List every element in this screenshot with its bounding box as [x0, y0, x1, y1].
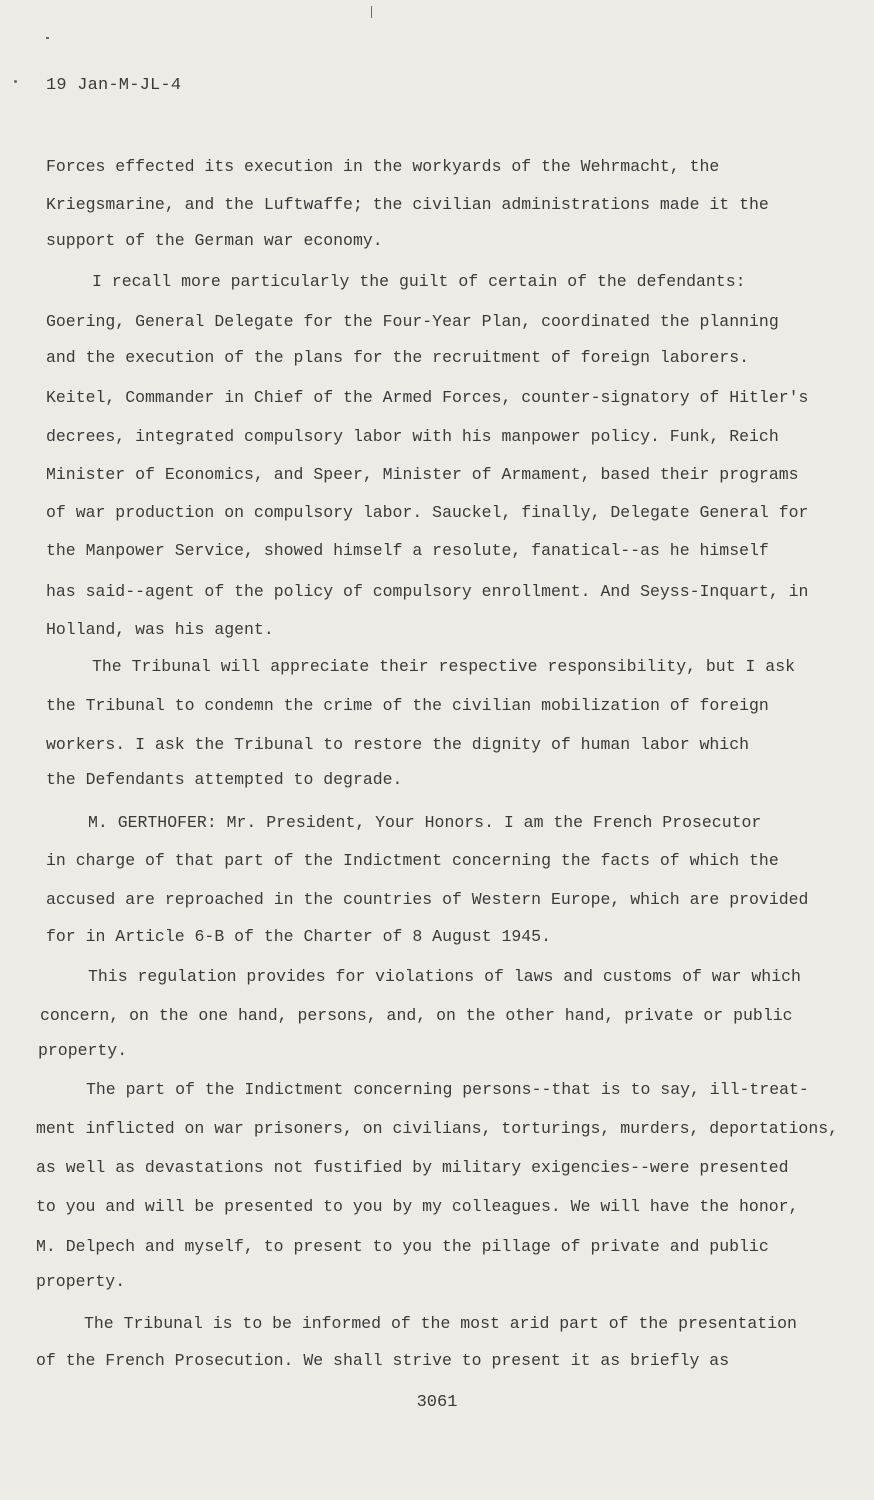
text-line: Kriegsmarine, and the Luftwaffe; the civilian administrations made it the	[46, 195, 769, 214]
paragraph-first-line: The Tribunal will appreciate their respective responsibility, but I ask	[92, 657, 796, 676]
speaker-line: M. GERTHOFER: Mr. President, Your Honors. I am the French Prosecutor	[88, 813, 762, 832]
text-line: of war production on compulsory labor. Sauckel, finally, Delegate General for	[46, 503, 809, 522]
text-line: of the French Prosecution. We shall strive to present it as briefly as	[36, 1351, 730, 1370]
text-line: the Tribunal to condemn the crime of the civilian mobilization of foreign	[46, 696, 769, 715]
text-line: M. Delpech and myself, to present to you the pillage of private and public	[36, 1237, 769, 1256]
document-reference: 19 Jan-M-JL-4	[46, 76, 182, 95]
text-line: decrees, integrated compulsory labor with his manpower policy. Funk, Reich	[46, 427, 779, 446]
text-line: has said--agent of the policy of compulsory enrollment. And Seyss-Inquart, in	[46, 582, 809, 601]
text-line: Minister of Economics, and Speer, Minister of Armament, based their programs	[46, 465, 799, 484]
paragraph-first-line: The part of the Indictment concerning persons--that is to say, ill-treat-	[86, 1080, 809, 1099]
text-line: property.	[36, 1272, 126, 1291]
text-line: Goering, General Delegate for the Four-Year Plan, coordinated the planning	[46, 312, 779, 331]
scan-mark-corner	[46, 37, 49, 39]
text-line: in charge of that part of the Indictment concerning the facts of which the	[46, 851, 779, 870]
text-line: for in Article 6-B of the Charter of 8 August 1945.	[46, 927, 551, 946]
text-line: accused are reproached in the countries of Western Europe, which are provided	[46, 890, 809, 909]
paragraph-first-line: The Tribunal is to be informed of the most arid part of the presentation	[84, 1314, 797, 1333]
text-line: concern, on the one hand, persons, and, on the other hand, private or public	[40, 1006, 793, 1025]
text-line: to you and will be presented to you by my colleagues. We will have the honor,	[36, 1197, 799, 1216]
text-line: property.	[38, 1041, 128, 1060]
text-line: Holland, was his agent.	[46, 620, 274, 639]
paragraph-first-line: This regulation provides for violations of laws and customs of war which	[88, 967, 801, 986]
text-line: support of the German war economy.	[46, 231, 383, 250]
text-line: workers. I ask the Tribunal to restore the dignity of human labor which	[46, 735, 750, 754]
page-number: 3061	[416, 1393, 458, 1412]
text-line: the Defendants attempted to degrade.	[46, 770, 403, 789]
scan-mark-top	[371, 6, 372, 18]
text-line: Keitel, Commander in Chief of the Armed Forces, counter-signatory of Hitler's	[46, 388, 809, 407]
text-line: and the execution of the plans for the recruitment of foreign laborers.	[46, 348, 750, 367]
scan-mark-left	[14, 80, 17, 83]
paragraph-first-line: I recall more particularly the guilt of certain of the defendants:	[92, 272, 746, 291]
text-line: Forces effected its execution in the workyards of the Wehrmacht, the	[46, 157, 720, 176]
text-line: ment inflicted on war prisoners, on civilians, torturings, murders, deportations,	[36, 1119, 839, 1138]
text-line: the Manpower Service, showed himself a resolute, fanatical--as he himself	[46, 541, 769, 560]
text-line: as well as devastations not fustified by military exigencies--were presented	[36, 1158, 789, 1177]
